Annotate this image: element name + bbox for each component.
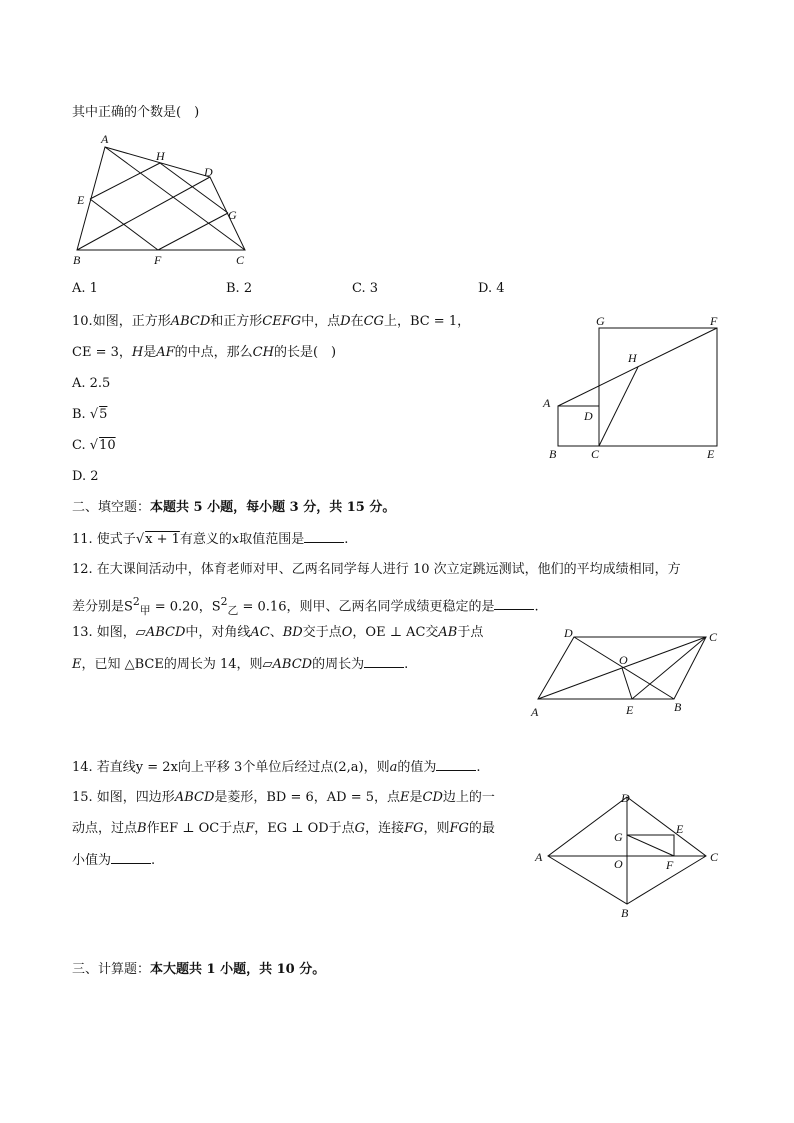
q9-figure	[68, 128, 258, 270]
q9-diagonal-AC	[105, 147, 245, 250]
q12-line1: 12. 在大课间活动中，体育老师对甲、乙两名同学每人进行 10 次立定跳远测试，他们的平均成绩相同，方	[72, 562, 681, 577]
q10-square-CEFG	[599, 328, 717, 446]
q11-answer-blank[interactable]	[304, 531, 344, 543]
q10-option-b: B. √5	[72, 407, 108, 422]
q15-answer-blank[interactable]	[111, 852, 151, 864]
q9-line-EH	[90, 163, 160, 199]
q10-label-C: C	[591, 447, 600, 461]
q9-stem: 其中正确的个数是( )	[72, 105, 200, 120]
q15-line3: 小值为 .	[72, 853, 156, 868]
q13-label-C: C	[709, 630, 718, 644]
q9-label-C: C	[236, 253, 245, 267]
q9-option-a: A. 1	[72, 281, 98, 296]
q15-label-D: D	[621, 791, 630, 805]
q9-label-F: F	[154, 253, 162, 267]
q15-label-O: O	[614, 857, 623, 871]
q10-label-F: F	[710, 314, 718, 328]
q12-line2: 差分别是$S^2_甲 = 0.20$，$S^2_乙 = 0.16$，则甲、乙两名同学成绩更稳定的是 .	[72, 595, 539, 617]
q10-label-D: D	[584, 409, 593, 423]
q10-option-a: A. 2.5	[72, 376, 111, 391]
q15-label-G: G	[614, 830, 623, 844]
q11-text: 11. 使式子√x + 1有意义的x取值范围是 .	[72, 532, 349, 547]
q13-line-EC	[632, 637, 706, 699]
q13-label-B: B	[674, 700, 682, 714]
q9-line-FG	[158, 213, 228, 250]
q14-text: 14. 若直线y = 2x向上平移 3个单位后经过点(2,a)，则a的值为 .	[72, 760, 481, 775]
q15-label-B: B	[621, 906, 629, 920]
q13-line1: 13. 如图，▱ABCD中，对角线AC、BD交于点O，OE ⊥ AC交AB于点	[72, 625, 484, 640]
q9-label-G: G	[228, 208, 237, 222]
q15-label-E: E	[676, 822, 684, 836]
q13-label-O: O	[619, 653, 628, 667]
section3-heading: 三、计算题：本大题共 1 小题，共 10 分。	[72, 962, 326, 977]
q13-label-E: E	[626, 703, 634, 717]
q13-figure	[526, 622, 726, 722]
q12-answer-blank[interactable]	[494, 598, 534, 610]
q9-option-b: B. 2	[226, 281, 253, 296]
q9-option-d: D. 4	[478, 281, 505, 296]
q9-line-HG	[160, 163, 228, 213]
q15-line-GF	[627, 835, 674, 856]
q15-label-C: C	[710, 850, 719, 864]
q9-label-D: D	[204, 165, 213, 179]
q10-label-B: B	[549, 447, 557, 461]
q13-label-A: A	[531, 705, 539, 719]
q10-label-H: H	[628, 351, 637, 365]
q10-label-E: E	[707, 447, 715, 461]
q9-label-E: E	[77, 193, 85, 207]
q10-option-c: C. √10	[72, 438, 116, 453]
q15-label-F: F	[666, 858, 674, 872]
q9-label-H: H	[156, 149, 165, 163]
q15-line2: 动点，过点B作EF ⊥ OC于点F，EG ⊥ OD于点G，连接FG，则FG的最	[72, 821, 495, 836]
section2-heading: 二、填空题：本题共 5 小题，每小题 3 分，共 15 分。	[72, 500, 396, 515]
q14-answer-blank[interactable]	[436, 759, 476, 771]
q15-label-A: A	[535, 850, 543, 864]
q10-label-G: G	[596, 314, 605, 328]
q9-label-B: B	[73, 253, 81, 267]
q10-label-A: A	[543, 396, 551, 410]
q15-figure	[532, 788, 722, 923]
q10-line2: CE = 3，H是AF的中点，那么CH的长是( )	[72, 345, 337, 360]
q13-diagonal-BD	[574, 637, 674, 699]
q9-label-A: A	[101, 132, 109, 146]
q13-label-D: D	[564, 626, 573, 640]
q10-option-d: D. 2	[72, 469, 99, 484]
q10-line-CH	[599, 367, 638, 446]
q13-answer-blank[interactable]	[364, 656, 404, 668]
q15-line1: 15. 如图，四边形ABCD是菱形，BD = 6，AD = 5，点E是CD边上的一	[72, 790, 495, 805]
q10-line1: 10.如图，正方形ABCD和正方形CEFG中，点D在CG上，BC = 1，	[72, 314, 471, 329]
q9-option-c: C. 3	[352, 281, 379, 296]
q10-figure	[538, 312, 728, 462]
q13-line-OE	[622, 668, 632, 699]
q13-line2: E，已知 △BCE的周长为 14，则▱ABCD的周长为 .	[72, 657, 409, 672]
q10-square-ABCD	[558, 406, 599, 446]
